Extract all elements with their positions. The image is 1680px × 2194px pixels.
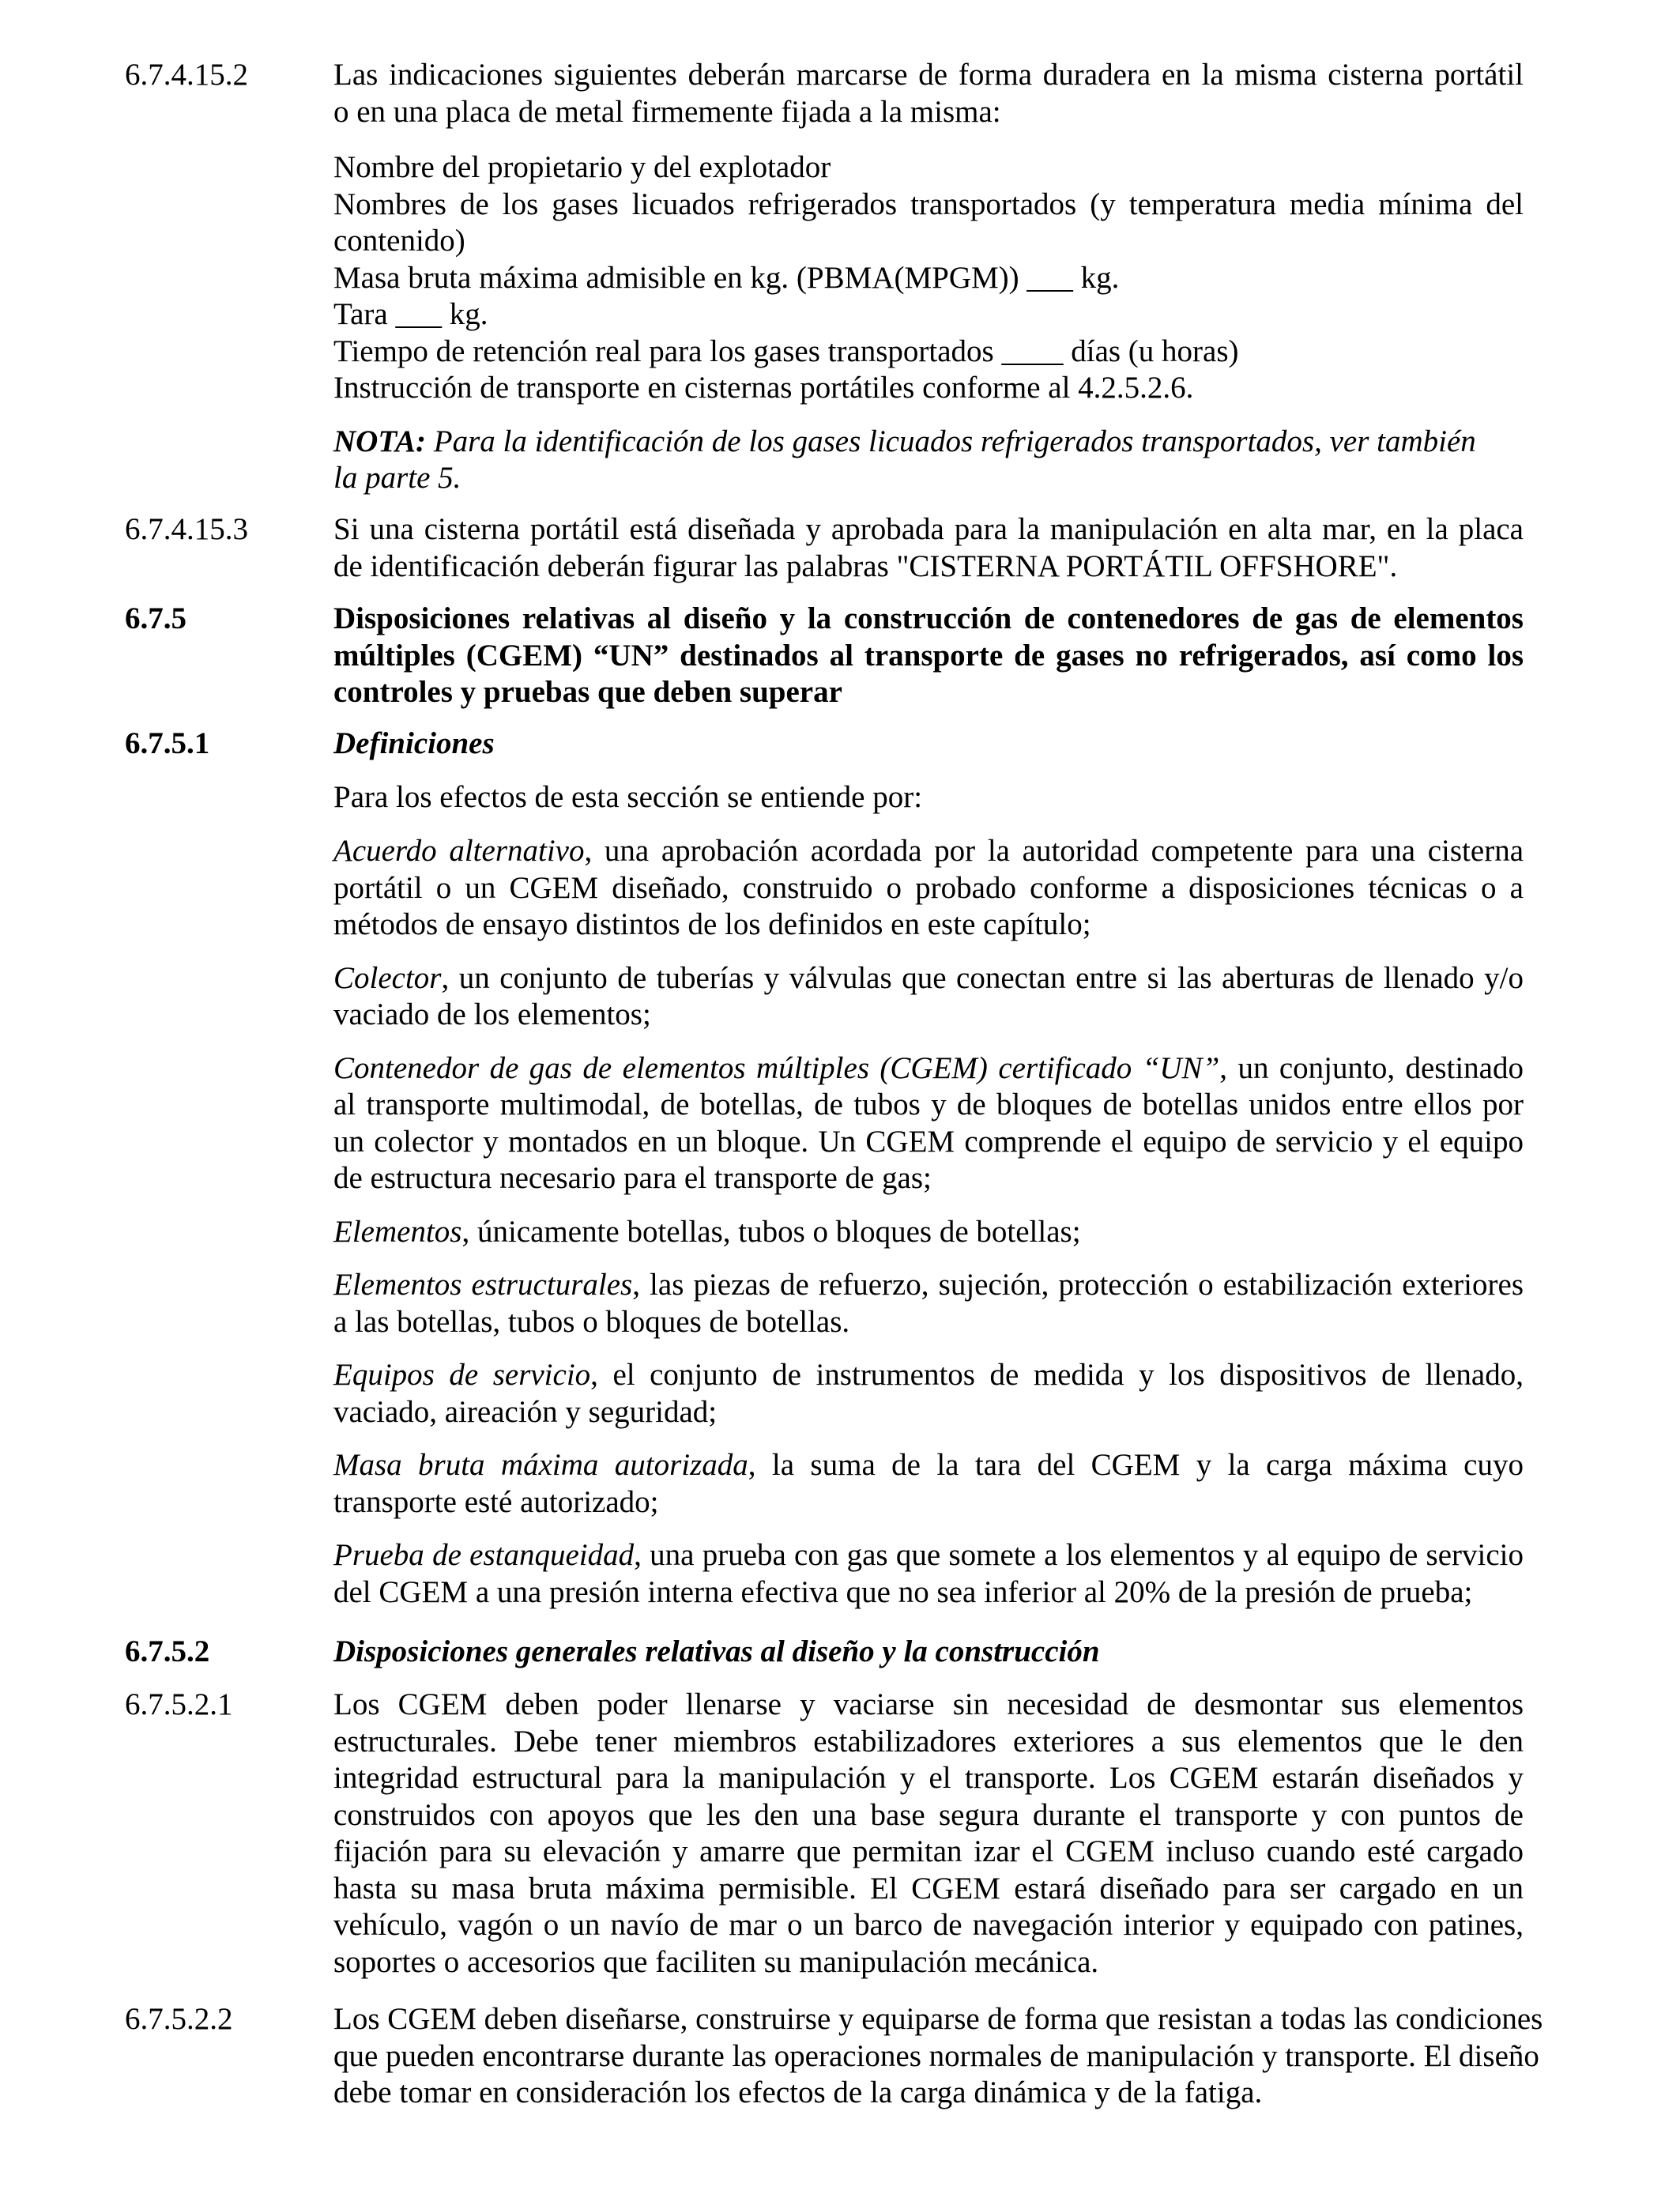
paragraph-line: Las indicaciones siguientes deberán marcarse de forma duradera en la misma cisterna portátil (333, 58, 1524, 92)
paragraph-line: fijación para su elevación y amarre que permitan izar el CGEM incluso cuando esté cargado (333, 1834, 1524, 1868)
definition-text: , únicamente botellas, tubos o bloques de botellas; (461, 1214, 1081, 1249)
section-title (333, 601, 1524, 711)
definition-term: Equipos de servicio (333, 1358, 591, 1392)
paragraph-line: hasta su masa bruta máxima permisible. El CGEM estará diseñado para ser cargado en un (333, 1871, 1524, 1906)
section-number: 6.7.5.2.1 (125, 1687, 233, 1721)
paragraph-line: o en una placa de metal firmemente fijada a la misma: (333, 94, 1001, 129)
definition-term: Elementos estructurales (333, 1268, 633, 1302)
paragraph-line: soportes o accesorios que faciliten su manipulación mecánica. (333, 1944, 1099, 1979)
definition-line: transporte esté autorizado; (333, 1484, 659, 1519)
definition-line (333, 1537, 1524, 1574)
paragraph-line: Los CGEM deben diseñarse, construirse y equiparse de forma que resistan a todas las condiciones (333, 2002, 1543, 2036)
definition-line (333, 833, 1524, 870)
title-line: controles y pruebas que deben superar (333, 675, 842, 709)
section-body (333, 1634, 1524, 1671)
definition-elementos (333, 1214, 1524, 1251)
section-number: 6.7.5.2 (125, 1634, 210, 1668)
paragraph-line: estructurales. Debe tener miembros estabilizadores exteriores a sus elementos que le den (333, 1724, 1524, 1759)
marking-item: Tara ___ kg. (333, 297, 488, 331)
definition-line (333, 1267, 1524, 1304)
definition-text: , un conjunto, destinado (1219, 1050, 1524, 1085)
paragraph-line: Si una cisterna portátil está diseñada y aprobada para la manipulación en alta mar, en la placa (333, 512, 1524, 546)
definition-text: , las piezas de refuerzo, sujeción, protección o estabilización exteriores (632, 1268, 1524, 1302)
paragraph-line: debe tomar en consideración los efectos de la carga dinámica y de la fatiga. (333, 2075, 1263, 2109)
title-line: múltiples (CGEM) “UN” destinados al transporte de gases no refrigerados, así como los (333, 638, 1524, 673)
definition-line (333, 960, 1524, 997)
definition-line: métodos de ensayo distintos de los definidos en este capítulo; (333, 907, 1091, 941)
definition-cgem (333, 1050, 1524, 1197)
definition-elementos-estructurales (333, 1267, 1524, 1340)
marking-item: Tiempo de retención real para los gases transportados ____ días (u horas) (333, 334, 1239, 368)
definition-term: Masa bruta máxima autorizada (333, 1448, 748, 1482)
section-number: 6.7.5.1 (125, 726, 210, 760)
paragraph-line: Los CGEM deben poder llenarse y vaciarse sin necesidad de desmontar sus elementos (333, 1687, 1524, 1721)
marking-item: Nombres de los gases licuados refrigerados transportados (y temperatura media mínima del (333, 187, 1524, 221)
definition-term: Colector (333, 960, 442, 995)
definition-text: , la suma de la tara del CGEM y la carga máxima cuyo (748, 1448, 1524, 1482)
definition-colector (333, 960, 1524, 1034)
definition-term: Acuerdo alternativo (333, 834, 585, 868)
note-label: NOTA: (333, 424, 426, 458)
section-number: 6.7.5 (125, 601, 186, 635)
paragraph-line: que pueden encontrarse durante las operaciones normales de manipulación y transporte. El diseño (333, 2038, 1539, 2073)
definition-text: , una prueba con gas que somete a los elementos y al equipo de servicio (634, 1538, 1524, 1572)
note-line (333, 424, 1524, 461)
section-body (333, 2001, 1543, 2112)
section-body (333, 1687, 1524, 1981)
definition-equipos-de-servicio (333, 1357, 1524, 1431)
definition-text: , una aprobación acordada por la autoridad competente para una cisterna (584, 834, 1524, 868)
paragraph-line: vehículo, vagón o un navío de mar o un barco de navegación interior y equipado con patines, (333, 1908, 1524, 1942)
section-body (333, 511, 1524, 585)
marking-item: Nombre del propietario y del explotador (333, 150, 831, 184)
marking-item: Masa bruta máxima admisible en kg. (PBMA(MPGM)) ___ kg. (333, 260, 1120, 295)
note-line: la parte 5. (333, 461, 461, 495)
definition-line: al transporte multimodal, de botellas, de tubos y de bloques de botellas unidos entre ellos por (333, 1088, 1524, 1122)
definition-line (333, 1214, 1524, 1251)
definition-line: vaciado, aireación y seguridad; (333, 1394, 718, 1429)
definition-prueba-estanqueidad (333, 1537, 1524, 1611)
definition-line (333, 1447, 1524, 1484)
definition-line: portátil o un CGEM diseñado, construido o probado conforme a disposiciones técnicas o a (333, 870, 1524, 905)
definition-line: de estructura necesario para el transporte de gas; (333, 1161, 932, 1195)
definition-line: del CGEM a una presión interna efectiva que no sea inferior al 20% de la presión de prueba; (333, 1574, 1473, 1609)
note-text: Para la identificación de los gases licuados refrigerados transportados, ver también (426, 424, 1476, 458)
definition-term: Elementos (333, 1214, 462, 1249)
definition-line: un colector y montados en un bloque. Un CGEM comprende el equipo de servicio y el equipo (333, 1124, 1524, 1159)
definition-masa-bruta (333, 1447, 1524, 1521)
section-number: 6.7.5.2.2 (125, 2002, 233, 2036)
definition-text: , el conjunto de instrumentos de medida y los dispositivos de llenado, (590, 1358, 1524, 1392)
definition-line: a las botellas, tubos o bloques de botellas. (333, 1304, 850, 1339)
section-title: Disposiciones generales relativas al diseño y la construcción (333, 1634, 1100, 1668)
definition-line: vaciado de los elementos; (333, 997, 651, 1031)
marking-item: Instrucción de transporte en cisternas portátiles conforme al 4.2.5.2.6. (333, 371, 1194, 405)
section-body (333, 726, 1524, 1611)
title-line: Disposiciones relativas al diseño y la construcción de contenedores de gas de elementos (333, 601, 1524, 635)
definition-line (333, 1357, 1524, 1394)
definition-text: , un conjunto de tuberías y válvulas que conectan entre si las aberturas de llenado y/o (441, 960, 1524, 995)
paragraph-line: de identificación deberán figurar las palabras "CISTERNA PORTÁTIL OFFSHORE". (333, 548, 1398, 583)
definition-acuerdo-alternativo (333, 833, 1524, 944)
paragraph-line: Para los efectos de esta sección se entiende por: (333, 779, 923, 814)
paragraph-line: construidos con apoyos que les den una base segura durante el transporte y con puntos de (333, 1797, 1524, 1832)
section-title: Definiciones (333, 726, 495, 760)
marking-item: contenido) (333, 224, 465, 258)
section-number: 6.7.4.15.2 (125, 58, 248, 92)
definition-term: Contenedor de gas de elementos múltiples (CGEM) certificado “UN” (333, 1050, 1220, 1085)
paragraph-line: integridad estructural para la manipulación y el transporte. Los CGEM estarán diseñados y (333, 1761, 1524, 1795)
section-number: 6.7.4.15.3 (125, 512, 248, 546)
definition-line (333, 1050, 1524, 1088)
definition-term: Prueba de estanqueidad (333, 1538, 635, 1572)
section-body (333, 57, 1524, 497)
